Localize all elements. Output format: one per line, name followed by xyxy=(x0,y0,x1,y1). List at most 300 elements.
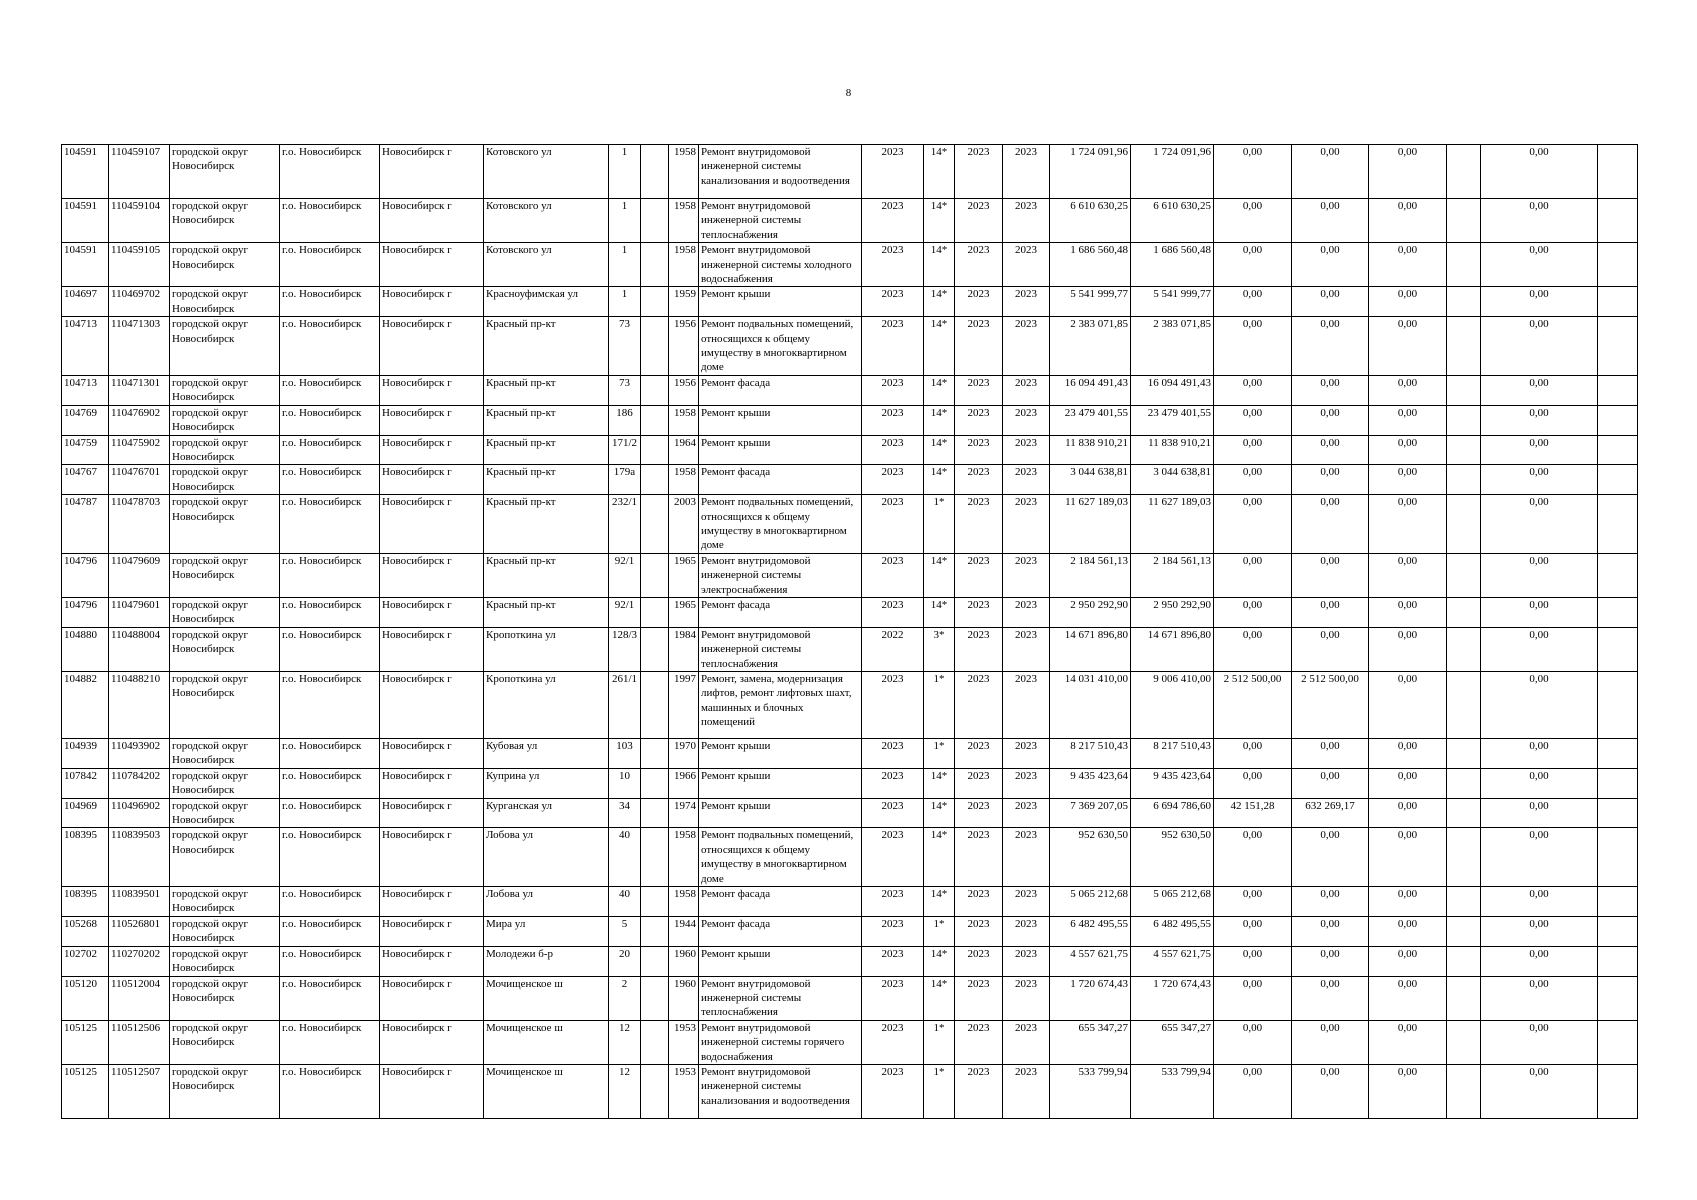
work-type-cell: Ремонт крыши xyxy=(699,739,862,769)
street-cell: Кропоткина ул xyxy=(484,627,609,671)
table-row xyxy=(62,375,1638,405)
cost-col21-cell xyxy=(1598,553,1638,597)
locality-cell: Новосибирск г xyxy=(380,495,484,554)
category-cell: 14* xyxy=(924,287,955,317)
district-cell: г.о. Новосибирск xyxy=(280,495,380,554)
house-number-cell: 1 xyxy=(609,145,641,199)
street-cell: Молодежи б-р xyxy=(484,946,609,976)
year-built-cell: 1958 xyxy=(669,887,699,917)
total-cost-cell: 655 347,27 xyxy=(1050,1020,1131,1064)
end-year-cell: 2023 xyxy=(1003,287,1050,317)
cost-col17-cell: 0,00 xyxy=(1292,887,1369,917)
cost-col19-cell xyxy=(1447,495,1481,554)
municipality-cell: городской округ Новосибирск xyxy=(170,976,280,1020)
building-cell xyxy=(641,946,669,976)
start-year-cell: 2023 xyxy=(955,798,1003,828)
fund-cost-cell: 14 671 896,80 xyxy=(1131,627,1214,671)
cost-col17-cell: 0,00 xyxy=(1292,495,1369,554)
year-built-cell: 1944 xyxy=(669,916,699,946)
year-built-cell: 1970 xyxy=(669,739,699,769)
fund-cost-cell: 9 006 410,00 xyxy=(1131,672,1214,739)
street-cell: Красный пр-кт xyxy=(484,317,609,376)
street-cell: Мочищенское ш xyxy=(484,1020,609,1064)
cost-col20-cell: 0,00 xyxy=(1481,672,1598,739)
cost-col17-cell: 0,00 xyxy=(1292,739,1369,769)
total-cost-cell: 5 541 999,77 xyxy=(1050,287,1131,317)
district-cell: г.о. Новосибирск xyxy=(280,976,380,1020)
table-row xyxy=(62,672,1638,739)
street-cell: Красный пр-кт xyxy=(484,405,609,435)
house-id-cell: 104713 xyxy=(62,375,109,405)
fund-cost-cell: 5 541 999,77 xyxy=(1131,287,1214,317)
cost-col19-cell xyxy=(1447,199,1481,243)
cost-col16-cell: 0,00 xyxy=(1214,739,1292,769)
locality-cell: Новосибирск г xyxy=(380,287,484,317)
cost-col19-cell xyxy=(1447,435,1481,465)
cost-col21-cell xyxy=(1598,1020,1638,1064)
work-type-cell: Ремонт крыши xyxy=(699,946,862,976)
cost-col19-cell xyxy=(1447,405,1481,435)
cost-col20-cell: 0,00 xyxy=(1481,465,1598,495)
table-row xyxy=(62,465,1638,495)
work-type-cell: Ремонт внутридомовой инженерной системы холодного водоснабжения xyxy=(699,243,862,287)
work-code-cell: 110479601 xyxy=(109,597,170,627)
table-row xyxy=(62,495,1638,554)
municipality-cell: городской округ Новосибирск xyxy=(170,798,280,828)
work-code-cell: 110476902 xyxy=(109,405,170,435)
category-cell: 14* xyxy=(924,768,955,798)
district-cell: г.о. Новосибирск xyxy=(280,435,380,465)
work-type-cell: Ремонт фасада xyxy=(699,375,862,405)
cost-col19-cell xyxy=(1447,798,1481,828)
total-cost-cell: 7 369 207,05 xyxy=(1050,798,1131,828)
house-id-cell: 105125 xyxy=(62,1064,109,1118)
total-cost-cell: 6 482 495,55 xyxy=(1050,916,1131,946)
plan-year-cell: 2023 xyxy=(862,405,924,435)
cost-col17-cell: 0,00 xyxy=(1292,287,1369,317)
work-type-cell: Ремонт фасада xyxy=(699,465,862,495)
table-row xyxy=(62,798,1638,828)
cost-col16-cell: 0,00 xyxy=(1214,887,1292,917)
street-cell: Кропоткина ул xyxy=(484,672,609,739)
plan-year-cell: 2022 xyxy=(862,627,924,671)
total-cost-cell: 4 557 621,75 xyxy=(1050,946,1131,976)
locality-cell: Новосибирск г xyxy=(380,435,484,465)
cost-col21-cell xyxy=(1598,976,1638,1020)
cost-col18-cell: 0,00 xyxy=(1369,199,1447,243)
cost-col17-cell: 0,00 xyxy=(1292,1020,1369,1064)
year-built-cell: 1958 xyxy=(669,405,699,435)
cost-col20-cell: 0,00 xyxy=(1481,495,1598,554)
locality-cell: Новосибирск г xyxy=(380,828,484,887)
work-code-cell: 110475902 xyxy=(109,435,170,465)
work-code-cell: 110488210 xyxy=(109,672,170,739)
work-type-cell: Ремонт подвальных помещений, относящихся к общему имуществу в многоквартирном доме xyxy=(699,317,862,376)
category-cell: 14* xyxy=(924,375,955,405)
work-code-cell: 110839503 xyxy=(109,828,170,887)
building-cell xyxy=(641,199,669,243)
total-cost-cell: 1 720 674,43 xyxy=(1050,976,1131,1020)
cost-col20-cell: 0,00 xyxy=(1481,916,1598,946)
locality-cell: Новосибирск г xyxy=(380,553,484,597)
cost-col20-cell: 0,00 xyxy=(1481,287,1598,317)
end-year-cell: 2023 xyxy=(1003,597,1050,627)
plan-year-cell: 2023 xyxy=(862,145,924,199)
cost-col21-cell xyxy=(1598,672,1638,739)
fund-cost-cell: 5 065 212,68 xyxy=(1131,887,1214,917)
end-year-cell: 2023 xyxy=(1003,887,1050,917)
total-cost-cell: 952 630,50 xyxy=(1050,828,1131,887)
end-year-cell: 2023 xyxy=(1003,495,1050,554)
house-number-cell: 92/1 xyxy=(609,597,641,627)
district-cell: г.о. Новосибирск xyxy=(280,828,380,887)
building-cell xyxy=(641,597,669,627)
year-built-cell: 1964 xyxy=(669,435,699,465)
cost-col20-cell: 0,00 xyxy=(1481,739,1598,769)
year-built-cell: 1965 xyxy=(669,553,699,597)
work-code-cell: 110478703 xyxy=(109,495,170,554)
fund-cost-cell: 6 482 495,55 xyxy=(1131,916,1214,946)
start-year-cell: 2023 xyxy=(955,287,1003,317)
cost-col20-cell: 0,00 xyxy=(1481,887,1598,917)
cost-col18-cell: 0,00 xyxy=(1369,1020,1447,1064)
cost-col19-cell xyxy=(1447,317,1481,376)
municipality-cell: городской округ Новосибирск xyxy=(170,1064,280,1118)
building-cell xyxy=(641,1020,669,1064)
category-cell: 1* xyxy=(924,1020,955,1064)
fund-cost-cell: 6 694 786,60 xyxy=(1131,798,1214,828)
total-cost-cell: 8 217 510,43 xyxy=(1050,739,1131,769)
house-id-cell: 105268 xyxy=(62,916,109,946)
table-row xyxy=(62,287,1638,317)
building-cell xyxy=(641,287,669,317)
fund-cost-cell: 655 347,27 xyxy=(1131,1020,1214,1064)
house-id-cell: 105125 xyxy=(62,1020,109,1064)
year-built-cell: 1956 xyxy=(669,317,699,376)
street-cell: Котовского ул xyxy=(484,199,609,243)
work-type-cell: Ремонт крыши xyxy=(699,768,862,798)
locality-cell: Новосибирск г xyxy=(380,375,484,405)
plan-year-cell: 2023 xyxy=(862,435,924,465)
house-id-cell: 104591 xyxy=(62,145,109,199)
cost-col21-cell xyxy=(1598,627,1638,671)
plan-year-cell: 2023 xyxy=(862,1020,924,1064)
cost-col19-cell xyxy=(1447,768,1481,798)
start-year-cell: 2023 xyxy=(955,375,1003,405)
cost-col18-cell: 0,00 xyxy=(1369,946,1447,976)
category-cell: 1* xyxy=(924,672,955,739)
house-id-cell: 108395 xyxy=(62,828,109,887)
end-year-cell: 2023 xyxy=(1003,1020,1050,1064)
fund-cost-cell: 11 838 910,21 xyxy=(1131,435,1214,465)
fund-cost-cell: 8 217 510,43 xyxy=(1131,739,1214,769)
plan-year-cell: 2023 xyxy=(862,798,924,828)
street-cell: Кубовая ул xyxy=(484,739,609,769)
cost-col18-cell: 0,00 xyxy=(1369,739,1447,769)
category-cell: 14* xyxy=(924,317,955,376)
district-cell: г.о. Новосибирск xyxy=(280,199,380,243)
fund-cost-cell: 16 094 491,43 xyxy=(1131,375,1214,405)
year-built-cell: 1960 xyxy=(669,946,699,976)
cost-col17-cell: 0,00 xyxy=(1292,435,1369,465)
end-year-cell: 2023 xyxy=(1003,798,1050,828)
locality-cell: Новосибирск г xyxy=(380,1020,484,1064)
cost-col19-cell xyxy=(1447,1064,1481,1118)
start-year-cell: 2023 xyxy=(955,597,1003,627)
cost-col21-cell xyxy=(1598,317,1638,376)
plan-year-cell: 2023 xyxy=(862,887,924,917)
cost-col19-cell xyxy=(1447,553,1481,597)
plan-year-cell: 2023 xyxy=(862,739,924,769)
total-cost-cell: 9 435 423,64 xyxy=(1050,768,1131,798)
building-cell xyxy=(641,435,669,465)
work-type-cell: Ремонт фасада xyxy=(699,597,862,627)
house-id-cell: 104882 xyxy=(62,672,109,739)
district-cell: г.о. Новосибирск xyxy=(280,243,380,287)
cost-col21-cell xyxy=(1598,768,1638,798)
total-cost-cell: 1 686 560,48 xyxy=(1050,243,1131,287)
cost-col18-cell: 0,00 xyxy=(1369,798,1447,828)
district-cell: г.о. Новосибирск xyxy=(280,375,380,405)
street-cell: Котовского ул xyxy=(484,243,609,287)
fund-cost-cell: 1 724 091,96 xyxy=(1131,145,1214,199)
total-cost-cell: 14 031 410,00 xyxy=(1050,672,1131,739)
table-row xyxy=(62,828,1638,887)
table-row xyxy=(62,887,1638,917)
work-code-cell: 110496902 xyxy=(109,798,170,828)
municipality-cell: городской округ Новосибирск xyxy=(170,739,280,769)
house-id-cell: 104880 xyxy=(62,627,109,671)
building-cell xyxy=(641,887,669,917)
work-type-cell: Ремонт внутридомовой инженерной системы теплоснабжения xyxy=(699,627,862,671)
house-number-cell: 40 xyxy=(609,828,641,887)
street-cell: Красный пр-кт xyxy=(484,375,609,405)
building-cell xyxy=(641,739,669,769)
cost-col18-cell: 0,00 xyxy=(1369,375,1447,405)
cost-col17-cell: 0,00 xyxy=(1292,465,1369,495)
year-built-cell: 1959 xyxy=(669,287,699,317)
cost-col18-cell: 0,00 xyxy=(1369,672,1447,739)
cost-col20-cell: 0,00 xyxy=(1481,145,1598,199)
street-cell: Курганская ул xyxy=(484,798,609,828)
total-cost-cell: 6 610 630,25 xyxy=(1050,199,1131,243)
cost-col19-cell xyxy=(1447,916,1481,946)
house-id-cell: 104697 xyxy=(62,287,109,317)
district-cell: г.о. Новосибирск xyxy=(280,798,380,828)
cost-col17-cell: 0,00 xyxy=(1292,553,1369,597)
category-cell: 3* xyxy=(924,627,955,671)
house-number-cell: 5 xyxy=(609,916,641,946)
cost-col20-cell: 0,00 xyxy=(1481,243,1598,287)
street-cell: Красный пр-кт xyxy=(484,553,609,597)
work-type-cell: Ремонт внутридомовой инженерной системы теплоснабжения xyxy=(699,976,862,1020)
table-row xyxy=(62,597,1638,627)
category-cell: 14* xyxy=(924,145,955,199)
cost-col18-cell: 0,00 xyxy=(1369,495,1447,554)
total-cost-cell: 5 065 212,68 xyxy=(1050,887,1131,917)
cost-col17-cell: 0,00 xyxy=(1292,375,1369,405)
district-cell: г.о. Новосибирск xyxy=(280,405,380,435)
cost-col19-cell xyxy=(1447,887,1481,917)
building-cell xyxy=(641,405,669,435)
building-cell xyxy=(641,243,669,287)
locality-cell: Новосибирск г xyxy=(380,887,484,917)
cost-col16-cell: 0,00 xyxy=(1214,627,1292,671)
district-cell: г.о. Новосибирск xyxy=(280,739,380,769)
fund-cost-cell: 11 627 189,03 xyxy=(1131,495,1214,554)
start-year-cell: 2023 xyxy=(955,1064,1003,1118)
house-number-cell: 34 xyxy=(609,798,641,828)
locality-cell: Новосибирск г xyxy=(380,627,484,671)
start-year-cell: 2023 xyxy=(955,946,1003,976)
cost-col20-cell: 0,00 xyxy=(1481,199,1598,243)
plan-year-cell: 2023 xyxy=(862,976,924,1020)
end-year-cell: 2023 xyxy=(1003,828,1050,887)
work-type-cell: Ремонт внутридомовой инженерной системы электроснабжения xyxy=(699,553,862,597)
house-number-cell: 1 xyxy=(609,287,641,317)
municipality-cell: городской округ Новосибирск xyxy=(170,627,280,671)
cost-col17-cell: 0,00 xyxy=(1292,828,1369,887)
work-code-cell: 110784202 xyxy=(109,768,170,798)
cost-col16-cell: 0,00 xyxy=(1214,553,1292,597)
work-code-cell: 110459104 xyxy=(109,199,170,243)
cost-col17-cell: 0,00 xyxy=(1292,946,1369,976)
plan-year-cell: 2023 xyxy=(862,768,924,798)
start-year-cell: 2023 xyxy=(955,1020,1003,1064)
house-id-cell: 104591 xyxy=(62,243,109,287)
plan-year-cell: 2023 xyxy=(862,597,924,627)
cost-col18-cell: 0,00 xyxy=(1369,627,1447,671)
category-cell: 1* xyxy=(924,739,955,769)
work-code-cell: 110488004 xyxy=(109,627,170,671)
cost-col20-cell: 0,00 xyxy=(1481,317,1598,376)
cost-col18-cell: 0,00 xyxy=(1369,768,1447,798)
start-year-cell: 2023 xyxy=(955,145,1003,199)
house-id-cell: 108395 xyxy=(62,887,109,917)
end-year-cell: 2023 xyxy=(1003,1064,1050,1118)
house-number-cell: 40 xyxy=(609,887,641,917)
page-number: 8 xyxy=(845,87,852,99)
municipality-cell: городской округ Новосибирск xyxy=(170,597,280,627)
street-cell: Красный пр-кт xyxy=(484,495,609,554)
cost-col20-cell: 0,00 xyxy=(1481,1020,1598,1064)
category-cell: 14* xyxy=(924,553,955,597)
category-cell: 14* xyxy=(924,465,955,495)
cost-col20-cell: 0,00 xyxy=(1481,768,1598,798)
cost-col17-cell: 0,00 xyxy=(1292,768,1369,798)
work-type-cell: Ремонт крыши xyxy=(699,405,862,435)
cost-col21-cell xyxy=(1598,828,1638,887)
house-id-cell: 104796 xyxy=(62,597,109,627)
start-year-cell: 2023 xyxy=(955,465,1003,495)
cost-col17-cell: 0,00 xyxy=(1292,597,1369,627)
year-built-cell: 1956 xyxy=(669,375,699,405)
category-cell: 1* xyxy=(924,916,955,946)
house-number-cell: 261/1 xyxy=(609,672,641,739)
building-cell xyxy=(641,375,669,405)
locality-cell: Новосибирск г xyxy=(380,768,484,798)
cost-col18-cell: 0,00 xyxy=(1369,828,1447,887)
cost-col16-cell: 0,00 xyxy=(1214,976,1292,1020)
table-row xyxy=(62,553,1638,597)
work-type-cell: Ремонт фасада xyxy=(699,887,862,917)
end-year-cell: 2023 xyxy=(1003,405,1050,435)
table-row xyxy=(62,976,1638,1020)
district-cell: г.о. Новосибирск xyxy=(280,946,380,976)
house-number-cell: 103 xyxy=(609,739,641,769)
work-type-cell: Ремонт крыши xyxy=(699,798,862,828)
locality-cell: Новосибирск г xyxy=(380,243,484,287)
year-built-cell: 1974 xyxy=(669,798,699,828)
table-row xyxy=(62,627,1638,671)
start-year-cell: 2023 xyxy=(955,199,1003,243)
building-cell xyxy=(641,798,669,828)
cost-col16-cell: 0,00 xyxy=(1214,768,1292,798)
table-row xyxy=(62,405,1638,435)
house-id-cell: 104759 xyxy=(62,435,109,465)
work-code-cell: 110512004 xyxy=(109,976,170,1020)
end-year-cell: 2023 xyxy=(1003,375,1050,405)
plan-year-cell: 2023 xyxy=(862,495,924,554)
cost-col19-cell xyxy=(1447,465,1481,495)
cost-col20-cell: 0,00 xyxy=(1481,798,1598,828)
street-cell: Красный пр-кт xyxy=(484,597,609,627)
cost-col18-cell: 0,00 xyxy=(1369,887,1447,917)
end-year-cell: 2023 xyxy=(1003,946,1050,976)
end-year-cell: 2023 xyxy=(1003,199,1050,243)
work-code-cell: 110459107 xyxy=(109,145,170,199)
cost-col19-cell xyxy=(1447,145,1481,199)
street-cell: Мира ул xyxy=(484,916,609,946)
cost-col21-cell xyxy=(1598,435,1638,465)
cost-col16-cell: 2 512 500,00 xyxy=(1214,672,1292,739)
plan-year-cell: 2023 xyxy=(862,243,924,287)
plan-year-cell: 2023 xyxy=(862,375,924,405)
district-cell: г.о. Новосибирск xyxy=(280,553,380,597)
work-type-cell: Ремонт, замена, модернизация лифтов, ремонт лифтовых шахт, машинных и блочных помещений xyxy=(699,672,862,739)
cost-col16-cell: 0,00 xyxy=(1214,145,1292,199)
year-built-cell: 2003 xyxy=(669,495,699,554)
municipality-cell: городской округ Новосибирск xyxy=(170,243,280,287)
building-cell xyxy=(641,768,669,798)
cost-col18-cell: 0,00 xyxy=(1369,916,1447,946)
municipality-cell: городской округ Новосибирск xyxy=(170,672,280,739)
house-id-cell: 104969 xyxy=(62,798,109,828)
cost-col20-cell: 0,00 xyxy=(1481,828,1598,887)
fund-cost-cell: 2 383 071,85 xyxy=(1131,317,1214,376)
table-row xyxy=(62,317,1638,376)
building-cell xyxy=(641,465,669,495)
cost-col21-cell xyxy=(1598,798,1638,828)
plan-year-cell: 2023 xyxy=(862,916,924,946)
work-type-cell: Ремонт внутридомовой инженерной системы теплоснабжения xyxy=(699,199,862,243)
municipality-cell: городской округ Новосибирск xyxy=(170,887,280,917)
fund-cost-cell: 533 799,94 xyxy=(1131,1064,1214,1118)
cost-col18-cell: 0,00 xyxy=(1369,287,1447,317)
district-cell: г.о. Новосибирск xyxy=(280,1020,380,1064)
start-year-cell: 2023 xyxy=(955,435,1003,465)
locality-cell: Новосибирск г xyxy=(380,798,484,828)
work-type-cell: Ремонт подвальных помещений, относящихся к общему имуществу в многоквартирном доме xyxy=(699,828,862,887)
work-code-cell: 110469702 xyxy=(109,287,170,317)
start-year-cell: 2023 xyxy=(955,405,1003,435)
category-cell: 1* xyxy=(924,495,955,554)
total-cost-cell: 3 044 638,81 xyxy=(1050,465,1131,495)
cost-col16-cell: 0,00 xyxy=(1214,243,1292,287)
locality-cell: Новосибирск г xyxy=(380,405,484,435)
cost-col16-cell: 0,00 xyxy=(1214,1064,1292,1118)
cost-col18-cell: 0,00 xyxy=(1369,317,1447,376)
